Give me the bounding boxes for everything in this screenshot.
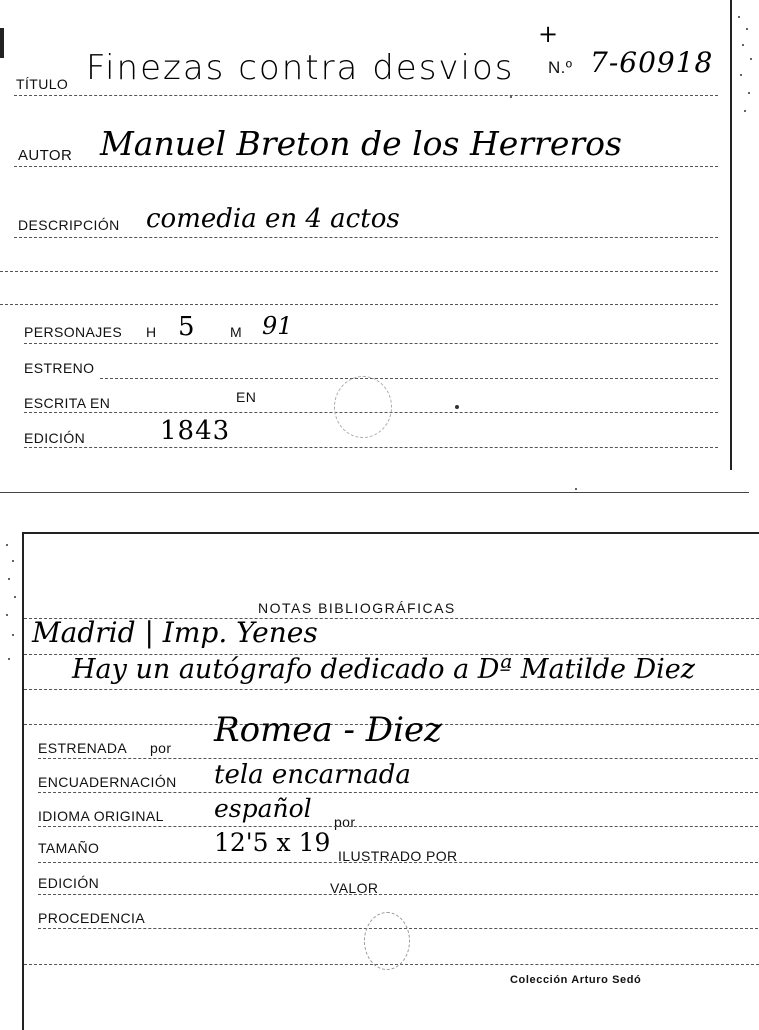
edge-noise-left	[2, 540, 20, 680]
catalog-card-bottom	[22, 532, 759, 1030]
descripcion-label: DESCRIPCIÓN	[18, 217, 120, 233]
m-label: M	[230, 324, 243, 340]
notas-rule-2	[24, 654, 759, 655]
autor-label: AUTOR	[18, 147, 73, 164]
encuadernacion-label: ENCUADERNACIÓN	[38, 774, 177, 790]
valor-label: VALOR	[330, 880, 379, 896]
descripcion-value: comedia en 4 actos	[146, 204, 400, 234]
speck	[455, 405, 459, 409]
estrenada-label: ESTRENADA	[38, 740, 128, 756]
stamp-arc-bottom	[364, 912, 410, 970]
titulo-value: Finezas contra desvios	[86, 48, 515, 88]
ilustrado-label: ILUSTRADO POR	[338, 848, 458, 864]
en-label: EN	[236, 389, 257, 405]
autor-value: Manuel Breton de los Herreros	[100, 124, 622, 163]
titulo-rule	[14, 95, 718, 96]
notas-line2: Hay un autógrafo dedicado a Dª Matilde Diez	[72, 654, 696, 685]
stamp-arc	[334, 376, 392, 438]
estrenada-por: por	[150, 740, 172, 756]
idioma-value: español	[214, 794, 312, 823]
escrita-en-label: ESCRITA EN	[24, 395, 111, 411]
notas-label: NOTAS BIBLIOGRÁFICAS	[258, 600, 456, 616]
estreno-rule	[100, 378, 718, 379]
encuadernacion-value: tela encarnada	[214, 760, 411, 790]
estreno-label: ESTRENO	[24, 360, 95, 376]
personajes-rule	[24, 343, 718, 344]
edicion-label-bottom: EDICIÓN	[38, 875, 100, 891]
titulo-label: TÍTULO	[16, 76, 69, 92]
idioma-label: IDIOMA ORIGINAL	[38, 808, 164, 824]
m-value: 91	[262, 312, 293, 340]
collection-footer: Colección Arturo Sedó	[510, 974, 642, 986]
catalog-card-top	[0, 0, 732, 470]
speck	[510, 96, 512, 98]
speck	[575, 488, 577, 490]
procedencia-label: PROCEDENCIA	[38, 910, 146, 926]
autor-rule	[14, 166, 718, 167]
personajes-label: PERSONAJES	[24, 324, 123, 340]
card-divider	[0, 492, 749, 493]
numero-label: N.º	[548, 58, 573, 77]
h-value: 5	[178, 312, 195, 342]
tamano-value: 12'5 x 19	[214, 828, 331, 857]
edge-noise	[734, 10, 758, 130]
tamano-rule	[38, 862, 758, 863]
encuadernacion-rule	[38, 792, 758, 793]
descripcion-rule	[14, 237, 718, 238]
edicion-value: 1843	[160, 416, 231, 446]
tamano-label: TAMAÑO	[38, 840, 100, 856]
estrenada-value: Romea - Diez	[214, 710, 442, 750]
edicion-label: EDICIÓN	[24, 430, 86, 446]
numero-value: 7-60918	[590, 46, 714, 79]
idioma-rule	[38, 826, 758, 827]
idioma-por: por	[334, 814, 356, 830]
numero-mark: +	[538, 20, 559, 48]
blank-rule-2	[0, 304, 718, 305]
h-label: H	[146, 324, 157, 340]
edicion-rule	[24, 447, 718, 448]
edicion-rule-bottom	[38, 894, 758, 895]
notas-rule-3	[24, 689, 759, 690]
blank-rule-1	[0, 271, 718, 272]
estrenada-rule	[38, 758, 758, 759]
notas-line1: Madrid | Imp. Yenes	[32, 616, 318, 649]
